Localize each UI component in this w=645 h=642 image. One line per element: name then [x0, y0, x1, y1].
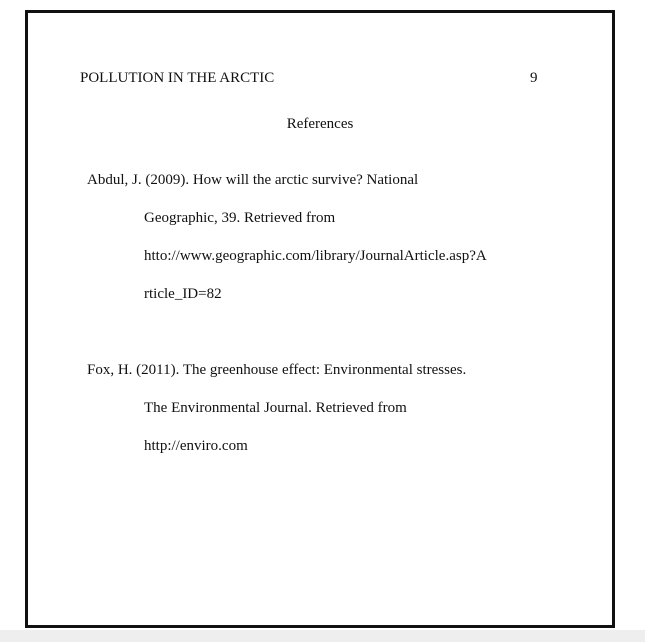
running-head: POLLUTION IN THE ARCTIC — [80, 70, 275, 86]
reference-1-url-line-1: httо://www.geographic.com/library/JournalArticle.asp?A — [144, 248, 487, 264]
reference-2-url: http://enviro.com — [144, 438, 248, 454]
page-number: 9 — [530, 70, 538, 86]
reference-1-line-2: Geographic, 39. Retrieved from — [144, 210, 336, 226]
page-title: References — [286, 116, 354, 132]
reference-1-line-1: Abdul, J. (2009). How will the arctic survive? National — [87, 172, 419, 188]
reference-2-line-2: The Environmental Journal. Retrieved from — [144, 400, 407, 416]
reference-2-line-1: Fox, H. (2011). The greenhouse effect: Environmental stresses. — [87, 362, 467, 378]
bottom-strip — [0, 630, 645, 642]
reference-1-url-line-2: rticle_ID=82 — [144, 286, 222, 302]
document-page — [25, 10, 615, 628]
